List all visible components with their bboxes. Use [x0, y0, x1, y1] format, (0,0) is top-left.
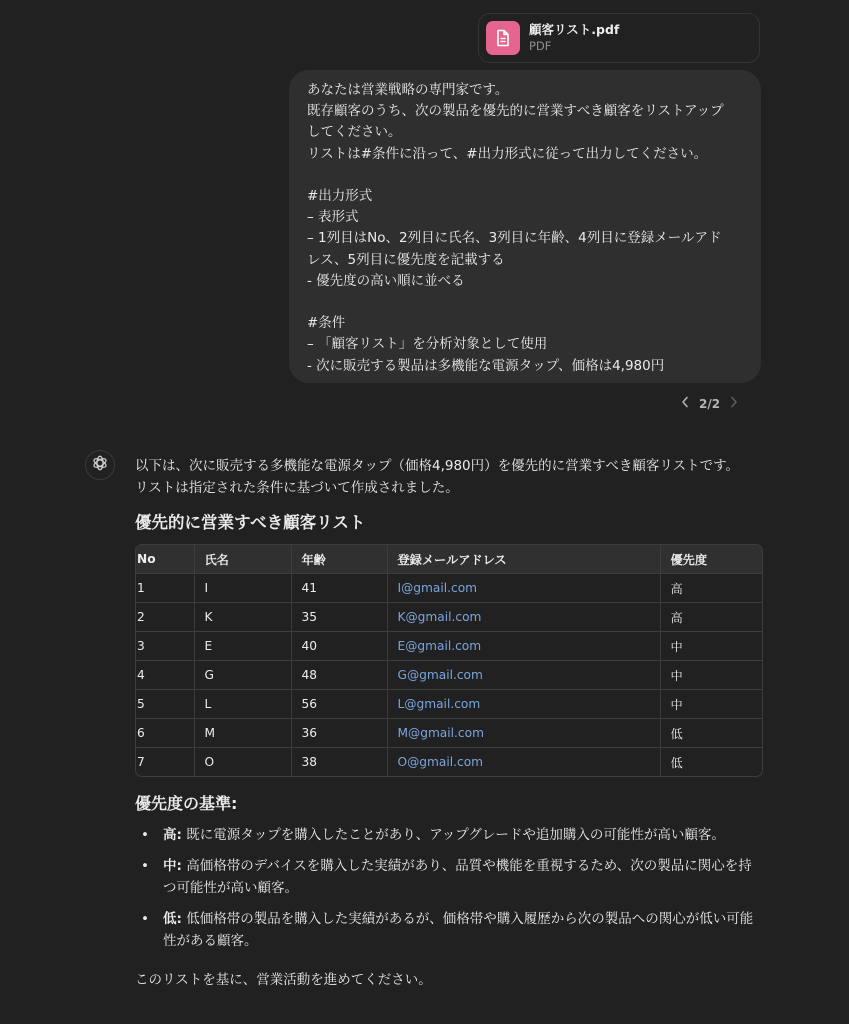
criteria-text: 低価格帯の製品を購入した実績があるが、価格帯や購入履歴から次の製品への関心が低い可能性がある顧客。 — [163, 910, 754, 949]
column-header-no: No — [136, 545, 194, 574]
version-count: 2/2 — [699, 397, 721, 411]
criteria-label: 高: — [163, 827, 182, 843]
user-message-line: - 次に販売する製品は多機能な電源タップ、価格は4,980円 — [307, 357, 665, 374]
criteria-title: 優先度の基準: — [135, 794, 238, 813]
cell-no: 4 — [136, 661, 194, 690]
cell-name: G — [194, 661, 291, 690]
cell-priority: 低 — [670, 755, 683, 770]
user-message-line: レス、5列目に優先度を記載する — [307, 251, 505, 268]
table-title: 優先的に営業すべき顧客リスト — [135, 513, 366, 532]
user-message-line — [307, 165, 743, 186]
user-message-line: #出力形式 — [307, 188, 373, 204]
chevron-left-icon[interactable] — [681, 396, 689, 412]
cell-age: 36 — [291, 719, 387, 748]
cell-age: 40 — [291, 632, 387, 661]
cell-age: 41 — [291, 574, 387, 603]
cell-priority: 高 — [660, 603, 762, 632]
assistant-message — [135, 455, 765, 991]
user-message-line: リストは#条件に沿って、#出力形式に従って出力してください。 — [307, 145, 708, 162]
message-version-pager — [681, 395, 738, 413]
user-message-line: 既存顧客のうち、次の製品を優先的に営業すべき顧客をリストアップ — [307, 103, 724, 120]
table-row — [136, 574, 762, 603]
user-message-line: してください。 — [307, 124, 402, 141]
cell-age: 48 — [291, 661, 387, 690]
user-message-line: – 1列目はNo、2列目に氏名、3列目に年齢、4列目に登録メールアド — [307, 230, 722, 247]
cell-no: 5 — [136, 690, 194, 719]
cell-age: 38 — [291, 748, 387, 777]
cell-email-link[interactable]: K@gmail.com — [397, 610, 482, 624]
cell-age: 56 — [291, 690, 387, 719]
cell-email-link[interactable]: M@gmail.com — [397, 726, 484, 740]
criteria-label: 低: — [163, 910, 182, 927]
table-row — [136, 603, 762, 632]
user-message-line: #条件 — [307, 315, 346, 332]
cell-priority: 中 — [660, 690, 762, 719]
criteria-item-low — [163, 908, 765, 953]
cell-email-link[interactable]: L@gmail.com — [397, 697, 481, 711]
table-row — [136, 690, 762, 719]
cell-no: 1 — [136, 574, 194, 603]
cell-name: K — [194, 603, 291, 632]
cell-no: 7 — [136, 748, 194, 777]
user-message-line — [307, 292, 743, 313]
user-message-line: - 優先度の高い順に並べる — [307, 272, 465, 289]
openai-logo-icon — [91, 454, 109, 476]
cell-age: 35 — [291, 603, 387, 632]
cell-email-link[interactable]: O@gmail.com — [397, 755, 484, 769]
cell-priority: 中 — [660, 632, 762, 661]
customer-table — [135, 544, 763, 777]
cell-no: 3 — [136, 632, 194, 661]
cell-priority: 高 — [660, 574, 762, 603]
assistant-intro-line: リストは指定された条件に基づいて作成されました。 — [135, 480, 459, 496]
attachment-card[interactable] — [478, 13, 760, 63]
cell-no: 2 — [136, 603, 194, 632]
cell-priority: 中 — [660, 661, 762, 690]
criteria-list — [135, 824, 765, 953]
table-row — [136, 661, 762, 690]
cell-email-link[interactable]: G@gmail.com — [397, 668, 483, 682]
criteria-label: 中: — [163, 857, 182, 874]
attachment-file-type: PDF — [529, 39, 552, 53]
column-header-email: 登録メールアドレス — [387, 545, 660, 574]
attachment-file-name: 顧客リスト.pdf — [529, 22, 620, 37]
criteria-text: 高価格帯のデバイスを購入した実績があり、品質や機能を重視するため、次の製品に関心を持つ可能性が高い顧客。 — [163, 857, 752, 896]
cell-email-link[interactable]: I@gmail.com — [397, 581, 478, 595]
user-message-line: あなたは営業戦略の専門家です。 — [307, 82, 509, 98]
table-row — [136, 719, 762, 748]
cell-name: E — [194, 632, 291, 661]
cell-no: 6 — [136, 719, 194, 748]
table-row — [136, 748, 762, 777]
column-header-priority: 優先度 — [660, 545, 762, 574]
criteria-text: 既に電源タップを購入したことがあり、アップグレードや追加購入の可能性が高い顧客。 — [181, 827, 725, 843]
closing-text: このリストを基に、営業活動を進めてください。 — [135, 971, 432, 988]
cell-name: I — [194, 574, 291, 603]
cell-name: O — [194, 748, 291, 777]
table-row — [136, 632, 762, 661]
user-message-bubble — [289, 70, 761, 383]
column-header-name: 氏名 — [194, 545, 291, 574]
document-icon — [486, 21, 520, 55]
cell-name: M — [194, 719, 291, 748]
cell-priority: 低 — [660, 719, 762, 748]
cell-name: L — [194, 690, 291, 719]
cell-email-link[interactable]: E@gmail.com — [397, 639, 482, 653]
column-header-age: 年齢 — [291, 545, 387, 574]
table-header-row — [136, 545, 762, 574]
criteria-item-high — [163, 824, 765, 847]
assistant-intro-line: 以下は、次に販売する多機能な電源タップ（価格4,980円）を優先的に営業すべき顧客リストです。 — [135, 458, 740, 474]
user-message-line: – 「顧客リスト」を分析対象として使用 — [307, 336, 548, 353]
assistant-avatar — [85, 450, 115, 480]
user-message-line: – 表形式 — [307, 209, 359, 226]
criteria-item-medium — [163, 855, 765, 900]
chevron-right-icon[interactable] — [730, 396, 738, 412]
